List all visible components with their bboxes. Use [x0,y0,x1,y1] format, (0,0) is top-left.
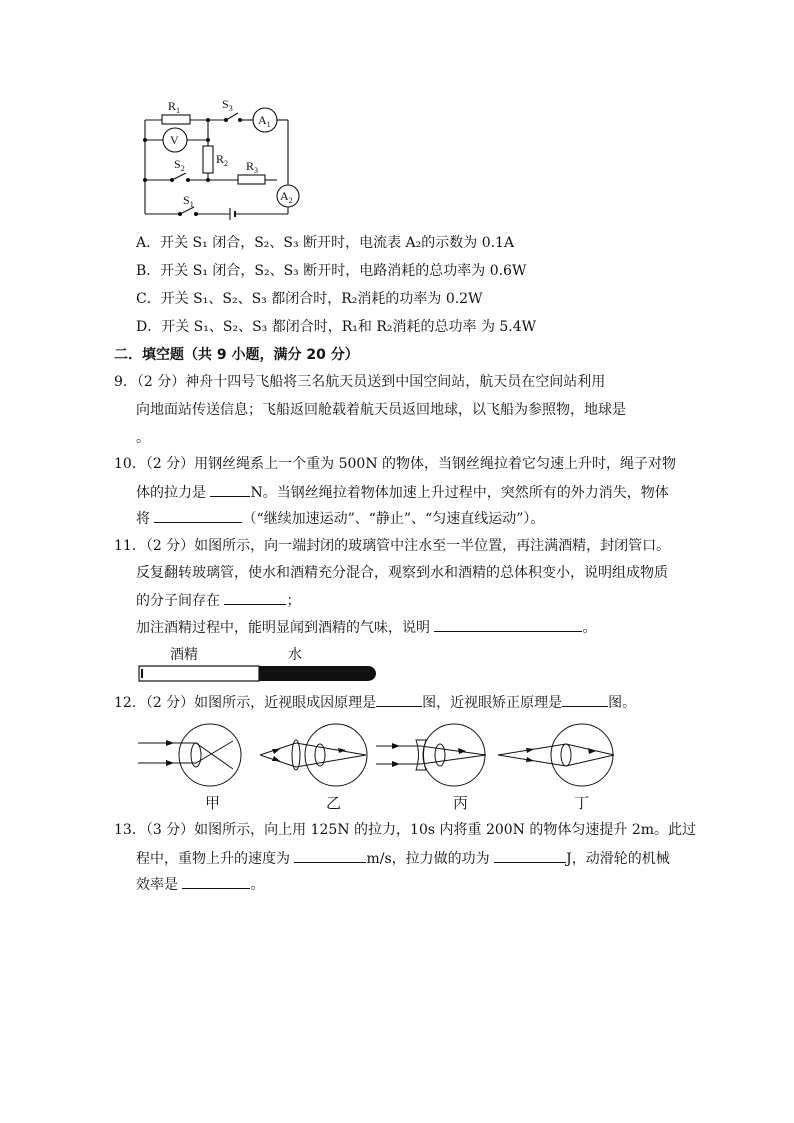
label-v: V [170,133,179,147]
label-s3: $S_3$ [222,97,233,113]
label-r2: $R_2$ [216,152,229,168]
option-d: D．开关 S₁、S₂、S₃ 都闭合时，R₁和 R₂消耗的总功率 为 5.4W [136,319,537,335]
q10-line-3: 将 （“继续加速运动”、“静止”、“匀速直线运动”）。 [136,508,544,529]
caption-jia: 甲 [205,794,221,812]
option-a: A．开关 S₁ 闭合，S₂、S₃ 断开时，电流表 A₂的示数为 0.1A [136,235,515,251]
q10-line-2: 体的拉力是 N。当钢丝绳拉着物体加速上升过程中，突然所有的外力消失，物体 [136,482,669,503]
q11-blank-1[interactable] [224,590,286,605]
label-r1: $R_1$ [168,99,181,115]
q10-line-1: 10．（2 分）用钢丝绳系上一个重为 500N 的物体，当钢丝绳拉着它匀速上升时，绳子对物 [114,456,677,472]
q12-line: 12．（2 分）如图所示，近视眼成因原理是 图，近视眼矫正原理是 图。 [114,692,636,713]
label-r3: $R_3$ [246,159,259,175]
eye-diagram-d [496,722,618,788]
q13-line-2: 程中，重物上升的速度为 m/s，拉力做的功为 J，动滑轮的机械 [136,848,670,869]
label-water: 水 [288,647,302,663]
option-b: B．开关 S₁ 闭合，S₂、S₃ 断开时，电路消耗的总功率为 0.6W [136,263,527,279]
q13-line-1: 13．（3 分）如图所示，向上用 125N 的拉力，10s 内将重 200N 的物体匀速提升 2m。此过 [114,822,696,838]
eye-diagram-b [258,722,370,788]
label-alcohol: 酒精 [170,647,198,663]
glass-tube-figure [138,664,380,684]
q11-line-2: 反复翻转玻璃管，使水和酒精充分混合，观察到水和酒精的总体积变小，说明组成物质 [136,565,668,581]
eye-diagram-a [138,722,248,788]
q11-line-1: 11．（2 分）如图所示，向一端封闭的玻璃管中注水至一半位置，再注满酒精，封闭管口。 [114,538,671,554]
caption-yi: 乙 [326,794,342,812]
q10-blank-2[interactable] [154,508,242,523]
q13-blank-3[interactable] [182,874,250,889]
option-c: C．开关 S₁、S₂、S₃ 都闭合时，R₂消耗的功率为 0.2W [136,291,483,307]
eye-diagram-c [376,722,490,788]
label-s2: $S_2$ [174,157,185,173]
circuit-diagram [130,92,310,222]
q13-blank-2[interactable] [494,848,566,863]
caption-ding: 丁 [574,794,590,812]
q11-line-4: 加注酒精过程中，能明显闻到酒精的气味，说明 。 [136,617,596,638]
q11-blank-2[interactable] [434,617,582,632]
q11-line-3: 的分子间存在 ； [136,590,300,611]
caption-bing: 丙 [453,794,469,812]
q10-blank-1[interactable] [210,482,250,497]
q12-blank-2[interactable] [562,692,608,707]
q9-line-3: 。 [136,430,150,446]
label-s1: $S_1$ [183,193,194,209]
q12-blank-1[interactable] [376,692,422,707]
section-heading: 二．填空题（共 9 小题，满分 20 分） [114,347,359,363]
q13-line-3: 效率是 。 [136,874,264,895]
q9-line-1: 9．（2 分）神舟十四号飞船将三名航天员送到中国空间站，航天员在空间站利用 [114,374,606,390]
q9-line-2: 向地面站传送信息；飞船返回舱载着航天员返回地球，以飞船为参照物，地球是 [136,402,626,418]
label-a2: $A_2$ [280,189,293,205]
label-a1: $A_1$ [258,113,271,129]
q13-blank-1[interactable] [294,848,366,863]
